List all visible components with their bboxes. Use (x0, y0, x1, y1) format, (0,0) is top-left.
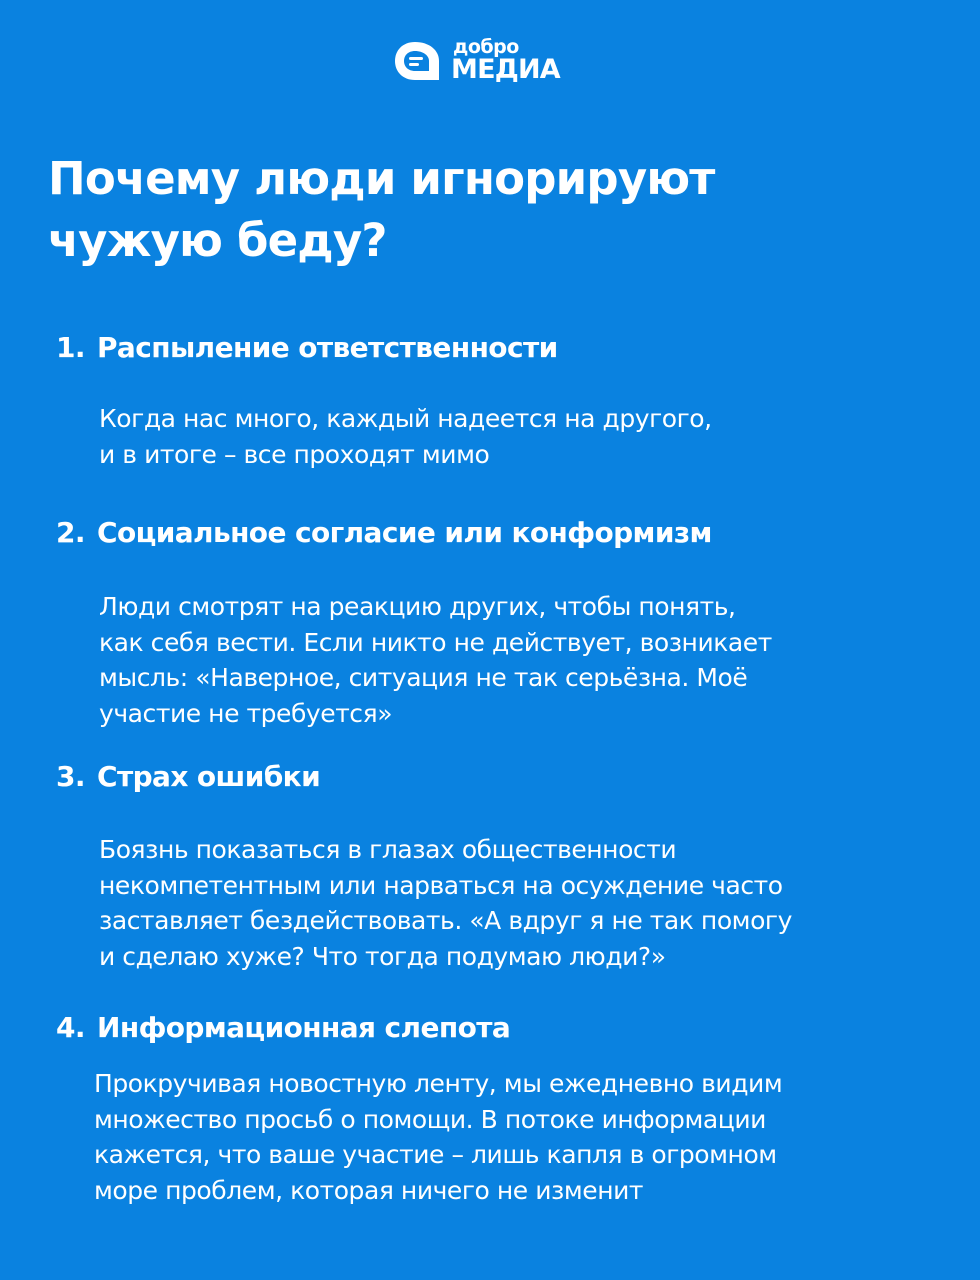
logo-wordmark-top: добро (453, 36, 519, 58)
title-line: Почему люди игнорируют (48, 152, 715, 205)
description-line: и в итоге – все проходят мимо (99, 439, 490, 469)
description-line: мысль: «Наверное, ситуация не так серьёзна. Моё (99, 663, 748, 692)
page-title (48, 148, 928, 272)
reason-description (99, 589, 936, 731)
reason-item (56, 759, 936, 974)
description-line: Люди смотрят на реакцию других, чтобы понять, (99, 592, 736, 621)
reason-item (56, 330, 936, 472)
reason-number: 2. (56, 516, 85, 549)
description-line: заставляет бездействовать. «А вдруг я не так помогу (99, 906, 792, 935)
reason-number: 1. (56, 331, 85, 364)
reason-description (99, 832, 936, 974)
description-line: некомпетентным или нарваться на осуждение часто (99, 870, 783, 900)
reason-number: 4. (56, 1011, 85, 1044)
title-line: чужую беду? (48, 214, 387, 267)
description-line: и сделаю хуже? Что тогда подумаю люди?» (99, 941, 666, 971)
reason-title: Социальное согласие или конформизм (97, 516, 712, 549)
reason-title: Распыление ответственности (97, 331, 558, 364)
reason-description (99, 401, 936, 472)
description-line: Прокручивая новостную ленту, мы ежедневно видим (94, 1069, 783, 1098)
reason-item (56, 1010, 936, 1208)
logo-wordmark-bottom: МЕДИА (451, 54, 560, 85)
description-line: Когда нас много, каждый надеется на другого, (99, 404, 712, 433)
description-line: множество просьб о помощи. В потоке информации (94, 1104, 766, 1134)
reason-item (56, 515, 936, 731)
description-line: участие не требуется» (99, 698, 393, 728)
reason-description (94, 1066, 936, 1208)
brand-logo (393, 38, 560, 84)
reason-heading (56, 759, 936, 795)
reason-heading (56, 515, 936, 551)
reason-heading (56, 330, 936, 366)
reason-title: Страх ошибки (97, 760, 321, 793)
reason-number: 3. (56, 760, 85, 793)
speech-bubble-icon (393, 40, 443, 84)
reason-title: Информационная слепота (97, 1011, 511, 1044)
description-line: море проблем, которая ничего не изменит (94, 1175, 644, 1205)
description-line: как себя вести. Если никто не действует, возникает (99, 627, 772, 657)
description-line: Боязнь показаться в глазах общественности (99, 835, 677, 864)
description-line: кажется, что ваше участие – лишь капля в огромном (94, 1140, 777, 1169)
reason-heading (56, 1010, 936, 1046)
